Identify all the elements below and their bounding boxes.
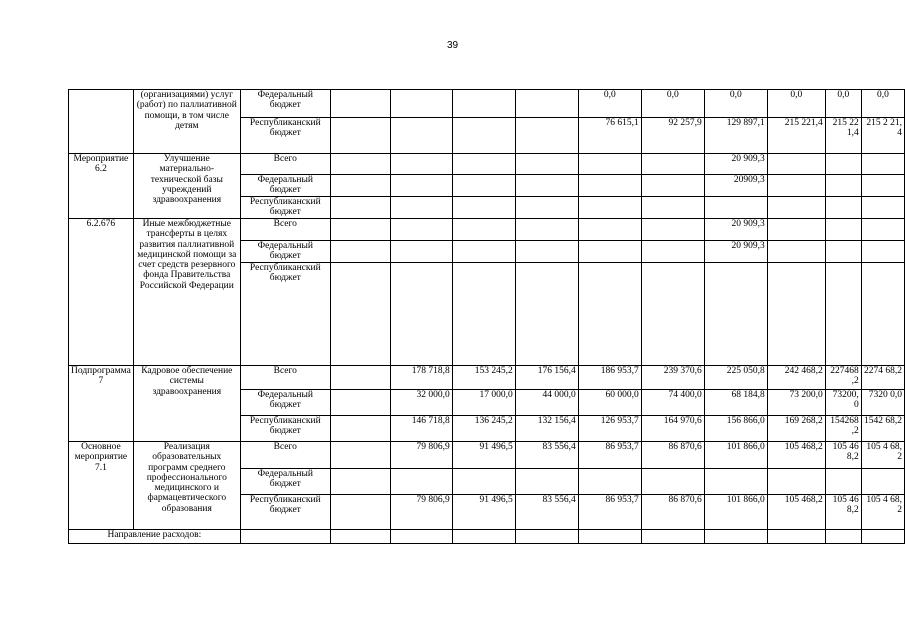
table-row — [69, 442, 905, 469]
value-cell — [330, 495, 390, 530]
value-cell — [515, 118, 578, 154]
value-cell — [641, 263, 704, 366]
value-cell: 186 953,7 — [578, 366, 641, 390]
value-cell — [330, 118, 390, 154]
value-cell — [578, 154, 641, 175]
value-cell — [861, 241, 904, 263]
value-cell — [390, 219, 452, 241]
activity-name: Иные межбюджетные трансферты в целях развития паллиативной медицинской помощи за счет средств резервного фонда Правительства Российской Федерации — [133, 219, 240, 366]
value-cell — [861, 263, 904, 366]
value-cell: 92 257,9 — [641, 118, 704, 154]
value-cell — [861, 197, 904, 219]
value-cell: 242 468,2 — [767, 366, 825, 390]
value-cell — [330, 241, 390, 263]
value-cell — [515, 90, 578, 118]
value-cell: 169 268,2 — [767, 416, 825, 442]
value-cell: 86 870,6 — [641, 495, 704, 530]
value-cell: 215 2 21,4 — [861, 118, 904, 154]
value-cell — [578, 263, 641, 366]
value-cell: 73200, 0 — [825, 390, 861, 416]
value-cell — [767, 263, 825, 366]
value-cell — [515, 469, 578, 495]
value-cell: 126 953,7 — [578, 416, 641, 442]
value-cell: 86 870,6 — [641, 442, 704, 469]
value-cell — [825, 197, 861, 219]
value-cell: 60 000,0 — [578, 390, 641, 416]
value-cell — [390, 469, 452, 495]
value-cell — [515, 154, 578, 175]
value-cell — [641, 530, 704, 544]
activity-code: Подпрограмма 7 — [69, 366, 134, 442]
value-cell — [578, 241, 641, 263]
value-cell — [704, 263, 767, 366]
page-number: 39 — [446, 40, 459, 51]
value-cell: 146 718,8 — [390, 416, 452, 442]
value-cell: 76 615,1 — [578, 118, 641, 154]
funding-source: Федеральный бюджет — [240, 90, 330, 118]
value-cell: 20 909,3 — [704, 219, 767, 241]
funding-source: Республиканский бюджет — [240, 416, 330, 442]
value-cell: 73 200,0 — [767, 390, 825, 416]
value-cell — [704, 469, 767, 495]
funding-source: Федеральный бюджет — [240, 390, 330, 416]
value-cell — [861, 154, 904, 175]
value-cell: 0,0 — [825, 90, 861, 118]
value-cell — [578, 469, 641, 495]
value-cell: 239 370,6 — [641, 366, 704, 390]
value-cell — [390, 90, 452, 118]
value-cell — [641, 175, 704, 197]
funding-source: Республиканский бюджет — [240, 197, 330, 219]
value-cell — [825, 263, 861, 366]
value-cell — [861, 469, 904, 495]
value-cell — [767, 219, 825, 241]
value-cell — [390, 263, 452, 366]
value-cell — [825, 175, 861, 197]
funding-source: Всего — [240, 154, 330, 175]
value-cell: 20909,3 — [704, 175, 767, 197]
value-cell — [390, 154, 452, 175]
value-cell: 105 468,2 — [767, 442, 825, 469]
value-cell — [578, 219, 641, 241]
value-cell — [452, 469, 515, 495]
value-cell: 83 556,4 — [515, 495, 578, 530]
value-cell: 17 000,0 — [452, 390, 515, 416]
value-cell — [704, 197, 767, 219]
value-cell: 79 806,9 — [390, 442, 452, 469]
value-cell: 178 718,8 — [390, 366, 452, 390]
value-cell: 105 468,2 — [767, 495, 825, 530]
value-cell: 105 4 68,2 — [861, 442, 904, 469]
table-row — [69, 530, 905, 544]
activity-code: Мероприятие 6.2 — [69, 154, 134, 219]
funding-source: Республиканский бюджет — [240, 495, 330, 530]
value-cell: 101 866,0 — [704, 495, 767, 530]
value-cell: 74 400,0 — [641, 390, 704, 416]
value-cell: 20 909,3 — [704, 154, 767, 175]
funding-source: Всего — [240, 366, 330, 390]
value-cell: 91 496,5 — [452, 495, 515, 530]
budget-table — [68, 89, 905, 544]
value-cell — [515, 263, 578, 366]
value-cell — [641, 154, 704, 175]
value-cell — [452, 241, 515, 263]
value-cell — [452, 175, 515, 197]
value-cell — [861, 530, 904, 544]
value-cell — [515, 219, 578, 241]
value-cell — [578, 175, 641, 197]
value-cell: 0,0 — [641, 90, 704, 118]
value-cell — [767, 530, 825, 544]
table-row — [69, 219, 905, 241]
activity-name: Реализация образовательных программ среднего профессионального медицинского и фармацевтического образования — [133, 442, 240, 530]
value-cell — [330, 442, 390, 469]
activity-code: Основное мероприятие 7.1 — [69, 442, 134, 530]
value-cell: 105 4 68,2 — [861, 495, 904, 530]
value-cell: 1542 68,2 — [861, 416, 904, 442]
value-cell — [578, 197, 641, 219]
value-cell: 86 953,7 — [578, 442, 641, 469]
value-cell — [641, 241, 704, 263]
value-cell: 83 556,4 — [515, 442, 578, 469]
value-cell — [240, 530, 330, 544]
value-cell — [330, 469, 390, 495]
value-cell: 136 245,2 — [452, 416, 515, 442]
value-cell — [515, 241, 578, 263]
value-cell: 0,0 — [861, 90, 904, 118]
value-cell — [515, 530, 578, 544]
value-cell — [767, 197, 825, 219]
value-cell: 156 866,0 — [704, 416, 767, 442]
value-cell: 225 050,8 — [704, 366, 767, 390]
table-row — [69, 90, 905, 118]
value-cell: 0,0 — [767, 90, 825, 118]
value-cell — [825, 241, 861, 263]
value-cell — [861, 175, 904, 197]
value-cell: 105 46 8,2 — [825, 495, 861, 530]
value-cell: 105 46 8,2 — [825, 442, 861, 469]
funding-source: Федеральный бюджет — [240, 175, 330, 197]
value-cell: 176 156,4 — [515, 366, 578, 390]
value-cell: 32 000,0 — [390, 390, 452, 416]
activity-code: 6.2.676 — [69, 219, 134, 366]
value-cell — [390, 241, 452, 263]
expense-direction-label: Направление расходов: — [69, 530, 241, 544]
value-cell — [767, 241, 825, 263]
activity-name: Улучшение материально-технической базы учреждений здравоохранения — [133, 154, 240, 219]
value-cell: 101 866,0 — [704, 442, 767, 469]
value-cell — [825, 219, 861, 241]
value-cell: 0,0 — [578, 90, 641, 118]
value-cell — [330, 416, 390, 442]
value-cell — [767, 154, 825, 175]
value-cell — [390, 530, 452, 544]
activity-name: Кадровое обеспечение системы здравоохранения — [133, 366, 240, 442]
value-cell: 153 245,2 — [452, 366, 515, 390]
funding-source: Федеральный бюджет — [240, 469, 330, 495]
value-cell — [515, 175, 578, 197]
value-cell: 91 496,5 — [452, 442, 515, 469]
funding-source: Всего — [240, 442, 330, 469]
funding-source: Всего — [240, 219, 330, 241]
value-cell: 79 806,9 — [390, 495, 452, 530]
table-row — [69, 366, 905, 390]
value-cell — [452, 263, 515, 366]
value-cell — [390, 197, 452, 219]
value-cell — [330, 530, 390, 544]
value-cell: 215 22 1,4 — [825, 118, 861, 154]
value-cell — [704, 530, 767, 544]
value-cell: 164 970,6 — [641, 416, 704, 442]
table-row — [69, 154, 905, 175]
activity-name: (организациями) услуг (работ) по паллиативной помощи, в том числе детям — [133, 90, 240, 154]
value-cell — [825, 154, 861, 175]
value-cell: 215 221,4 — [767, 118, 825, 154]
value-cell — [452, 90, 515, 118]
value-cell: 0,0 — [704, 90, 767, 118]
value-cell — [641, 219, 704, 241]
value-cell — [767, 469, 825, 495]
value-cell — [641, 197, 704, 219]
value-cell: 129 897,1 — [704, 118, 767, 154]
value-cell — [390, 175, 452, 197]
value-cell — [452, 530, 515, 544]
value-cell — [452, 219, 515, 241]
value-cell — [825, 469, 861, 495]
value-cell — [767, 175, 825, 197]
value-cell — [330, 90, 390, 118]
value-cell — [330, 263, 390, 366]
value-cell: 2274 68,2 — [861, 366, 904, 390]
value-cell — [330, 175, 390, 197]
value-cell — [452, 197, 515, 219]
value-cell: 20 909,3 — [704, 241, 767, 263]
value-cell: 227468 ,2 — [825, 366, 861, 390]
value-cell — [330, 197, 390, 219]
value-cell — [330, 390, 390, 416]
value-cell: 44 000,0 — [515, 390, 578, 416]
value-cell — [578, 530, 641, 544]
value-cell — [452, 154, 515, 175]
value-cell — [452, 118, 515, 154]
value-cell: 68 184,8 — [704, 390, 767, 416]
value-cell — [641, 469, 704, 495]
value-cell — [861, 219, 904, 241]
value-cell — [330, 366, 390, 390]
value-cell: 86 953,7 — [578, 495, 641, 530]
funding-source: Республиканский бюджет — [240, 263, 330, 366]
funding-source: Федеральный бюджет — [240, 241, 330, 263]
value-cell: 7320 0,0 — [861, 390, 904, 416]
value-cell — [330, 154, 390, 175]
value-cell: 154268 ,2 — [825, 416, 861, 442]
funding-source: Республиканский бюджет — [240, 118, 330, 154]
value-cell — [330, 219, 390, 241]
activity-code — [69, 90, 134, 154]
value-cell — [825, 530, 861, 544]
value-cell — [515, 197, 578, 219]
value-cell: 132 156,4 — [515, 416, 578, 442]
value-cell — [390, 118, 452, 154]
